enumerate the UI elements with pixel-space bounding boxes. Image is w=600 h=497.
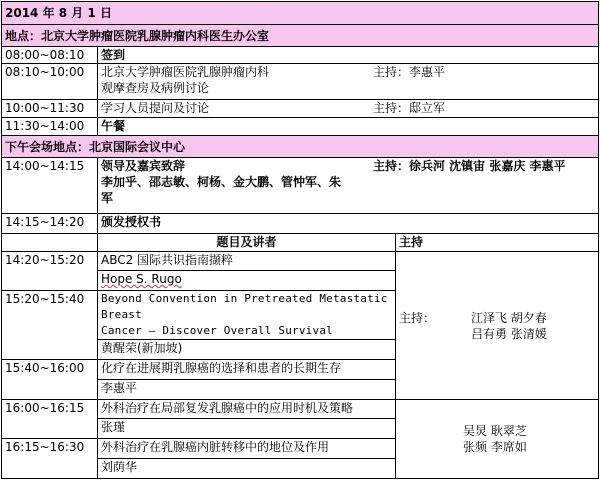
time-cell: 14:20~15:20 bbox=[2, 252, 98, 291]
time-cell: 16:15~16:30 bbox=[2, 439, 98, 479]
title-text: 学习人员提问及讨论 bbox=[101, 101, 210, 115]
host-text: 主持：李惠平 bbox=[373, 65, 446, 79]
title-cell: 午餐 bbox=[98, 118, 599, 136]
topic-cell: ABC2 国际共识指南撷粹 bbox=[98, 252, 396, 271]
time-cell: 15:40~16:00 bbox=[2, 360, 98, 400]
host-group-1 bbox=[396, 252, 599, 400]
host-group-2 bbox=[396, 400, 599, 479]
time-cell: 11:30~14:00 bbox=[2, 118, 98, 136]
host-label: 主持： bbox=[399, 310, 436, 325]
topic-cell: 外科治疗在乳腺癌内脏转移中的地位及作用 bbox=[98, 439, 396, 459]
speaker-cell: 黄醒荣(新加坡) bbox=[98, 340, 396, 360]
title-text: 领导及嘉宾致辞 bbox=[101, 159, 186, 173]
agenda-row bbox=[2, 64, 599, 100]
title-cell bbox=[98, 158, 599, 214]
time-cell: 14:15~14:20 bbox=[2, 214, 98, 234]
session-row bbox=[2, 400, 599, 419]
venue-afternoon: 下午会场地点：北京国际会议中心 bbox=[2, 136, 599, 158]
title-line: 观摩查房及病例讨论 bbox=[101, 81, 210, 95]
topic-line: Cancer – Discover Overall Survival bbox=[101, 324, 333, 337]
host-names-line: 张频 李席如 bbox=[463, 440, 527, 454]
topic-cell: 外科治疗在局部复发乳腺癌中的应用时机及策略 bbox=[98, 400, 396, 419]
names-line: 军 bbox=[101, 191, 114, 205]
speaker-cell: 张瑾 bbox=[98, 419, 396, 439]
speaker-cell bbox=[98, 271, 396, 291]
title-cell: 颁发授权书 bbox=[98, 214, 599, 234]
time-cell: 08:10~10:00 bbox=[2, 64, 98, 100]
speaker-cell: 李惠平 bbox=[98, 380, 396, 400]
speaker-name: Hope S. Rugo bbox=[101, 272, 182, 286]
host-header: 主持 bbox=[396, 234, 599, 252]
header-blank bbox=[2, 234, 98, 252]
time-cell: 15:20~15:40 bbox=[2, 291, 98, 360]
agenda-row bbox=[2, 47, 599, 64]
title-cell bbox=[98, 64, 599, 100]
topic-header: 题目及讲者 bbox=[98, 234, 396, 252]
title-cell: 签到 bbox=[98, 47, 599, 64]
agenda-row bbox=[2, 158, 599, 214]
title-line: 北京大学肿瘤医院乳腺肿瘤内科 bbox=[101, 65, 270, 79]
topic-line: Beyond Convention in Pretreated Metastatic Breast bbox=[101, 292, 388, 321]
time-cell: 14:00~14:15 bbox=[2, 158, 98, 214]
host-text: 主持：徐兵河 沈镇宙 张嘉庆 李惠平 bbox=[373, 159, 566, 173]
venue-morning: 地点：北京大学肿瘤医院乳腺肿瘤内科医生办公室 bbox=[2, 25, 599, 47]
topic-cell: 化疗在进展期乳腺癌的选择和患者的长期生存 bbox=[98, 360, 396, 380]
date-header: 2014 年 8 月 1 日 bbox=[2, 2, 599, 25]
title-cell bbox=[98, 100, 599, 118]
speaker-cell: 刘荫华 bbox=[98, 459, 396, 479]
agenda-row bbox=[2, 118, 599, 136]
agenda-row bbox=[2, 100, 599, 118]
agenda-table bbox=[1, 1, 599, 479]
agenda-row bbox=[2, 214, 599, 234]
topic-cell bbox=[98, 291, 396, 340]
host-names-line: 吕有勇 张清媛 bbox=[471, 326, 547, 341]
time-cell: 10:00~11:30 bbox=[2, 100, 98, 118]
names-line: 李加乎、邵志敏、柯杨、金大鹏、管忡军、朱 bbox=[101, 175, 342, 189]
session-row bbox=[2, 252, 599, 271]
time-cell: 16:00~16:15 bbox=[2, 400, 98, 439]
time-cell: 08:00~08:10 bbox=[2, 47, 98, 64]
host-text: 主持：邸立军 bbox=[373, 101, 446, 115]
host-names-line: 吴炅 耿翠芝 bbox=[463, 424, 527, 438]
host-names-line: 江泽飞 胡夕春 bbox=[471, 310, 547, 325]
